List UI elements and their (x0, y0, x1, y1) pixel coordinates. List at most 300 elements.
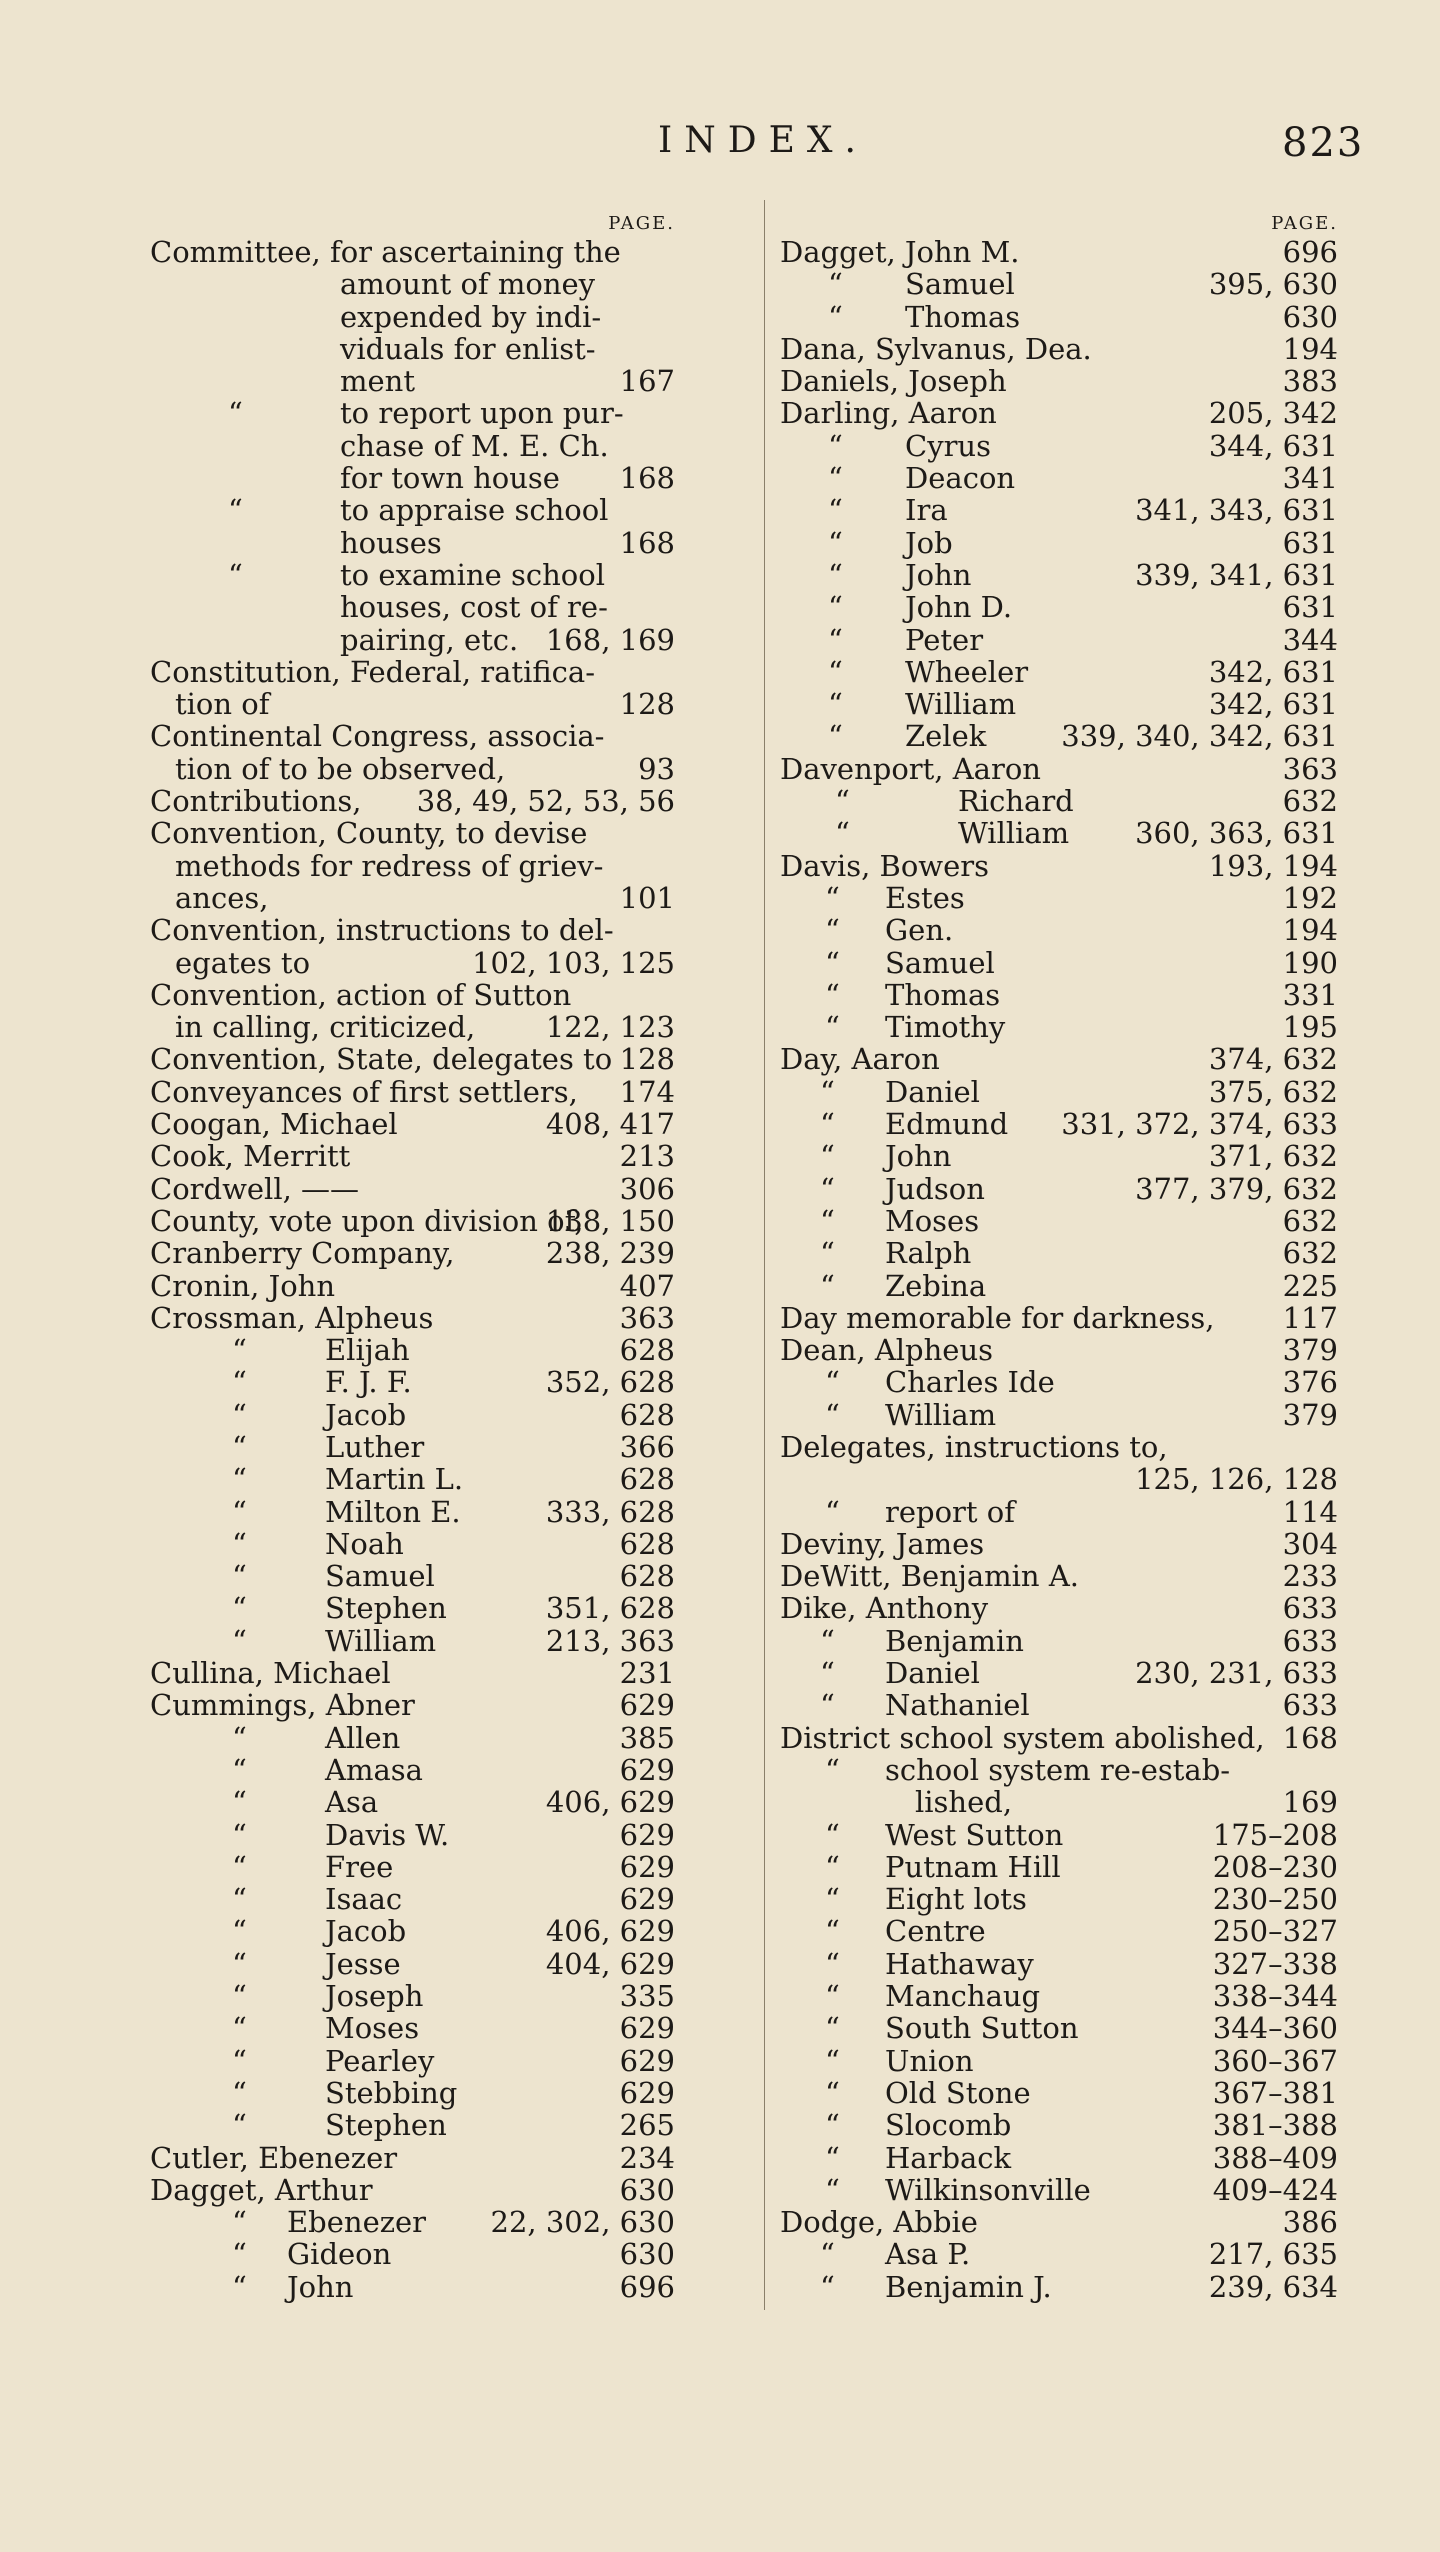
entry-text: Ira (905, 493, 948, 528)
entry-text: Stephen (325, 2108, 447, 2143)
entry-page-refs: 114 (1282, 1494, 1338, 1529)
ditto-mark: “ (820, 1656, 835, 1691)
entry-page-refs: 371, 632 (1208, 1139, 1338, 1174)
entry-page-refs: 168 (1282, 1720, 1338, 1755)
ditto-mark: “ (835, 784, 850, 819)
entry-text: Cranberry Company, (150, 1236, 455, 1271)
entry-text: Coogan, Michael (150, 1107, 398, 1142)
ditto-mark: “ (820, 1107, 835, 1142)
entry-text: Dagget, John M. (780, 235, 1020, 269)
index-entry (150, 494, 750, 526)
entry-page-refs: 374, 632 (1208, 1042, 1338, 1077)
ditto-mark: “ (232, 1494, 247, 1529)
entry-page-refs: 632 (1282, 1203, 1338, 1238)
entry-page-refs: 344 (1282, 622, 1338, 657)
entry-page-refs: 174 (619, 1074, 675, 1109)
entry-page-refs: 339, 341, 631 (1135, 557, 1338, 592)
entry-page-refs: 38, 49, 52, 53, 56 (416, 784, 675, 819)
entry-text: Milton E. (325, 1494, 461, 1529)
entry-text: Crossman, Alpheus (150, 1300, 434, 1335)
entry-text: Cordwell, —— (150, 1171, 360, 1206)
ditto-mark: “ (232, 1817, 247, 1852)
ditto-mark: “ (232, 2205, 247, 2240)
entry-text: Peter (905, 622, 984, 657)
entry-text: South Sutton (885, 2011, 1079, 2046)
ditto-mark: “ (232, 1882, 247, 1917)
index-entry (150, 1011, 750, 1043)
entry-page-refs: 629 (619, 1688, 675, 1723)
index-entry (780, 882, 1340, 914)
ditto-mark: “ (825, 913, 840, 948)
entry-page-refs: 406, 629 (545, 1914, 675, 1949)
index-entry (780, 1237, 1340, 1269)
index-entry (150, 1431, 750, 1463)
entry-text: Davenport, Aaron (780, 751, 1041, 786)
index-entry (150, 236, 750, 268)
ditto-mark: “ (232, 1752, 247, 1787)
entry-page-refs: 628 (619, 1559, 675, 1594)
entry-page-refs: 344, 631 (1208, 428, 1338, 463)
entry-text: Cronin, John (150, 1268, 336, 1303)
entry-text: Putnam Hill (885, 1849, 1061, 1884)
index-entry (780, 1043, 1340, 1075)
index-entry (150, 947, 750, 979)
column-divider (764, 200, 765, 2310)
index-entry (150, 2045, 750, 2077)
index-entry (780, 785, 1340, 817)
entry-text: tion of to be observed, (175, 751, 506, 786)
entry-text: Judson (885, 1171, 985, 1206)
entry-page-refs: 128 (619, 1042, 675, 1077)
entry-text: Ebenezer (287, 2205, 427, 2240)
index-entry (780, 1108, 1340, 1140)
ditto-mark: “ (828, 557, 843, 592)
entry-text: Benjamin J. (885, 2269, 1052, 2304)
entry-text: Moses (885, 1203, 980, 1238)
entry-text: Samuel (885, 945, 995, 980)
entry-page-refs: 128 (619, 687, 675, 722)
entry-page-refs: 194 (1282, 331, 1338, 366)
ditto-mark: “ (828, 267, 843, 302)
ditto-mark: “ (825, 2075, 840, 2110)
index-entry (780, 1948, 1340, 1980)
index-entry (780, 236, 1340, 268)
ditto-mark: “ (232, 1397, 247, 1432)
entry-text: Convention, County, to devise (150, 816, 588, 851)
entry-text: Free (325, 1849, 394, 1884)
entry-text: Jacob (325, 1397, 407, 1432)
index-entry (150, 1302, 750, 1334)
entry-page-refs: 234 (619, 2140, 675, 2175)
entry-text: houses, cost of re- (340, 590, 608, 625)
ditto-mark: “ (820, 1139, 835, 1174)
ditto-mark: “ (232, 2011, 247, 2046)
entry-text: Richard (958, 784, 1074, 819)
entry-text: Joseph (325, 1979, 424, 2014)
entry-page-refs: 629 (619, 1817, 675, 1852)
entry-page-refs: 696 (1282, 235, 1338, 269)
index-entry (780, 2271, 1340, 2303)
index-column-left (150, 212, 750, 2303)
index-entry (780, 1399, 1340, 1431)
entry-text: Timothy (885, 1010, 1006, 1045)
index-entry (150, 2142, 750, 2174)
entry-page-refs: 633 (1282, 1688, 1338, 1723)
entry-text: Thomas (905, 299, 1021, 334)
entry-page-refs: 125, 126, 128 (1135, 1462, 1338, 1497)
index-entry (150, 979, 750, 1011)
ditto-mark: “ (820, 2269, 835, 2304)
ditto-mark: “ (825, 977, 840, 1012)
ditto-mark: “ (232, 1623, 247, 1658)
index-entry (780, 1657, 1340, 1689)
index-entry (150, 2206, 750, 2238)
ditto-mark: “ (228, 493, 243, 528)
index-entry (780, 1076, 1340, 1108)
index-entry (780, 1431, 1340, 1463)
entry-page-refs: 117 (1282, 1300, 1338, 1335)
entry-text: Daniel (885, 1656, 980, 1691)
ditto-mark: “ (232, 1365, 247, 1400)
entry-text: William (885, 1397, 997, 1432)
index-entry (150, 2012, 750, 2044)
ditto-mark: “ (825, 1752, 840, 1787)
entry-text: Stebbing (325, 2075, 458, 2110)
entry-text: in calling, criticized, (175, 1010, 476, 1045)
entry-text: report of (885, 1494, 1015, 1529)
index-entry (150, 720, 750, 752)
entry-page-refs: 363 (619, 1300, 675, 1335)
index-entry (780, 591, 1340, 623)
entry-page-refs: 333, 628 (545, 1494, 675, 1529)
entry-text: methods for redress of griev- (175, 848, 604, 883)
index-entry (780, 1754, 1340, 1786)
column-header (780, 212, 1340, 236)
entry-page-refs: 331, 372, 374, 633 (1061, 1107, 1338, 1142)
entry-page-refs: 406, 629 (545, 1785, 675, 1820)
index-entry (780, 494, 1340, 526)
entry-text: Benjamin (885, 1623, 1024, 1658)
entry-page-refs: 404, 629 (545, 1946, 675, 1981)
entry-page-refs: 193, 194 (1208, 848, 1338, 883)
entry-page-refs: 341 (1282, 461, 1338, 496)
entry-text: Nathaniel (885, 1688, 1030, 1723)
entry-page-refs: 629 (619, 2075, 675, 2110)
entry-text: amount of money (340, 267, 596, 302)
entry-text: Hathaway (885, 1946, 1034, 1981)
index-entry (150, 753, 750, 785)
ditto-mark: “ (232, 2269, 247, 2304)
entry-text: District school system abolished, (780, 1720, 1265, 1755)
ditto-mark: “ (820, 2237, 835, 2272)
entry-text: Wheeler (905, 654, 1029, 689)
index-entry (780, 1915, 1340, 1947)
index-entry (150, 785, 750, 817)
index-entry (150, 397, 750, 429)
index-entry (150, 624, 750, 656)
entry-page-refs: 169 (1282, 1785, 1338, 1820)
entry-text: tion of (175, 687, 270, 722)
index-entry (780, 1851, 1340, 1883)
index-entry (780, 914, 1340, 946)
index-entry (780, 1334, 1340, 1366)
ditto-mark: “ (232, 2075, 247, 2110)
entry-text: Jesse (325, 1946, 401, 1981)
index-entry (150, 1915, 750, 1947)
ditto-mark: “ (820, 1236, 835, 1271)
index-entry (780, 1980, 1340, 2012)
ditto-mark: “ (232, 1946, 247, 1981)
entry-text: chase of M. E. Ch. (340, 428, 609, 463)
entry-page-refs: 363 (1282, 751, 1338, 786)
index-entry (780, 1592, 1340, 1624)
index-entry (780, 720, 1340, 752)
entry-text: Day memorable for darkness, (780, 1300, 1215, 1335)
entry-page-refs: 342, 631 (1208, 687, 1338, 722)
entry-text: Noah (325, 1526, 404, 1561)
entry-text: Union (885, 2043, 974, 2078)
entry-page-refs: 383 (1282, 364, 1338, 399)
ditto-mark: “ (828, 525, 843, 560)
entry-page-refs: 168 (619, 525, 675, 560)
entry-page-refs: 93 (638, 751, 675, 786)
ditto-mark: “ (825, 1914, 840, 1949)
entry-page-refs: 629 (619, 2011, 675, 2046)
index-entry (780, 2012, 1340, 2044)
ditto-mark: “ (825, 2043, 840, 2078)
ditto-mark: “ (232, 1914, 247, 1949)
entry-text: to examine school (340, 557, 605, 592)
entry-text: Moses (325, 2011, 420, 2046)
entry-text: County, vote upon division of, (150, 1203, 584, 1238)
entry-page-refs: 376 (1282, 1365, 1338, 1400)
index-entry (780, 2174, 1340, 2206)
entry-page-refs: 208–230 (1212, 1849, 1338, 1884)
entry-text: Dana, Sylvanus, Dea. (780, 331, 1092, 366)
index-entry (780, 268, 1340, 300)
index-entry (150, 1722, 750, 1754)
entry-page-refs: 366 (619, 1429, 675, 1464)
index-entry (780, 1173, 1340, 1205)
ditto-mark: “ (820, 1203, 835, 1238)
entry-text: Job (905, 525, 953, 560)
index-entry (150, 462, 750, 494)
ditto-mark: “ (828, 622, 843, 657)
ditto-mark: “ (825, 1979, 840, 2014)
index-entry (780, 333, 1340, 365)
index-entry (780, 1011, 1340, 1043)
index-entry (780, 1463, 1340, 1495)
index-entry (150, 1270, 750, 1302)
index-entry (780, 947, 1340, 979)
entry-text: Cummings, Abner (150, 1688, 415, 1723)
ditto-mark: “ (828, 428, 843, 463)
entry-text: Stephen (325, 1591, 447, 1626)
index-entry (150, 1528, 750, 1560)
entry-text: Slocomb (885, 2108, 1012, 2143)
index-entry (150, 1948, 750, 1980)
entry-text: John (287, 2269, 354, 2304)
entry-text: Wilkinsonville (885, 2172, 1091, 2207)
entry-text: Committee, for ascertaining the (150, 235, 621, 269)
index-entry (150, 1043, 750, 1075)
entry-text: Martin L. (325, 1462, 464, 1497)
ditto-mark: “ (232, 1559, 247, 1594)
entry-text: egates to (175, 945, 311, 980)
entry-text: Allen (325, 1720, 401, 1755)
entry-page-refs: 344–360 (1212, 2011, 1338, 2046)
ditto-mark: “ (825, 1849, 840, 1884)
entry-text: to report upon pur- (340, 396, 624, 431)
index-entry (150, 850, 750, 882)
ditto-mark: “ (828, 654, 843, 689)
entry-text: Dagget, Arthur (150, 2172, 373, 2207)
index-entry (150, 2271, 750, 2303)
index-entry (780, 462, 1340, 494)
entry-page-refs: 385 (619, 1720, 675, 1755)
entry-page-refs: 338–344 (1212, 1979, 1338, 2014)
index-entry (780, 1140, 1340, 1172)
index-entry (780, 1560, 1340, 1592)
ditto-mark: “ (820, 1268, 835, 1303)
index-entry (150, 1786, 750, 1818)
index-entry (150, 1140, 750, 1172)
index-entry (780, 2238, 1340, 2270)
ditto-mark: “ (825, 945, 840, 980)
index-entry (150, 430, 750, 462)
entry-text: Zebina (885, 1268, 987, 1303)
entry-text: Amasa (325, 1752, 423, 1787)
index-entry (780, 1819, 1340, 1851)
column-header (150, 212, 750, 236)
entry-text: Gen. (885, 913, 954, 948)
entry-page-refs: 239, 634 (1208, 2269, 1338, 2304)
ditto-mark: “ (828, 687, 843, 722)
entry-page-refs: 379 (1282, 1333, 1338, 1368)
entry-text: houses (340, 525, 442, 560)
index-entry (780, 1883, 1340, 1915)
entry-page-refs: 231 (619, 1656, 675, 1691)
ditto-mark: “ (825, 880, 840, 915)
index-entry (150, 817, 750, 849)
index-entry (780, 397, 1340, 429)
entry-page-refs: 633 (1282, 1591, 1338, 1626)
entry-text: Samuel (325, 1559, 435, 1594)
entry-text: William (905, 687, 1017, 722)
entry-page-refs: 628 (619, 1526, 675, 1561)
index-entry (780, 1496, 1340, 1528)
entry-page-refs: 250–327 (1212, 1914, 1338, 1949)
ditto-mark: “ (825, 2108, 840, 2143)
entry-text: Deacon (905, 461, 1016, 496)
ditto-mark: “ (232, 1333, 247, 1368)
entry-page-refs: 175–208 (1212, 1817, 1338, 1852)
ditto-mark: “ (232, 2237, 247, 2272)
entry-text: Deviny, James (780, 1526, 985, 1561)
entry-text: Asa (325, 1785, 379, 1820)
entry-page-refs: 628 (619, 1333, 675, 1368)
entry-page-refs: 629 (619, 2043, 675, 2078)
entry-text: Gideon (287, 2237, 392, 2272)
entry-text: Davis, Bowers (780, 848, 990, 883)
index-entry (780, 430, 1340, 462)
ditto-mark: “ (820, 1171, 835, 1206)
entry-page-refs: 306 (619, 1171, 675, 1206)
entry-text: Samuel (905, 267, 1015, 302)
entry-page-refs: 395, 630 (1208, 267, 1338, 302)
entry-text: Harback (885, 2140, 1012, 2175)
entry-text: to appraise school (340, 493, 609, 528)
index-entry (150, 1366, 750, 1398)
ditto-mark: “ (825, 2140, 840, 2175)
entry-text: for town house (340, 461, 560, 496)
entry-page-refs: 629 (619, 1882, 675, 1917)
index-entry (150, 2174, 750, 2206)
entry-page-refs: 341, 343, 631 (1135, 493, 1338, 528)
ditto-mark: “ (825, 1494, 840, 1529)
index-entry (150, 1625, 750, 1657)
entry-page-refs: 388–409 (1212, 2140, 1338, 2175)
entry-page-refs: 360–367 (1212, 2043, 1338, 2078)
index-entry (780, 1205, 1340, 1237)
index-entry (150, 527, 750, 559)
entry-text: Cullina, Michael (150, 1656, 391, 1691)
entry-text: Darling, Aaron (780, 396, 997, 431)
entry-text: viduals for enlist- (340, 331, 596, 366)
entry-page-refs: 101 (619, 880, 675, 915)
entry-text: Elijah (325, 1333, 410, 1368)
ditto-mark: “ (228, 557, 243, 592)
entry-text: school system re-estab- (885, 1752, 1231, 1787)
ditto-mark: “ (232, 1462, 247, 1497)
ditto-mark: “ (232, 2108, 247, 2143)
entry-page-refs: 375, 632 (1208, 1074, 1338, 1109)
entry-text: John (885, 1139, 952, 1174)
entry-text: Jacob (325, 1914, 407, 1949)
ditto-mark: “ (828, 493, 843, 528)
index-entry (780, 688, 1340, 720)
ditto-mark: “ (828, 299, 843, 334)
index-entry (780, 559, 1340, 591)
entry-page-refs: 167 (619, 364, 675, 399)
index-entry (150, 1883, 750, 1915)
entry-text: F. J. F. (325, 1365, 412, 1400)
index-entry (780, 979, 1340, 1011)
index-entry (780, 2077, 1340, 2109)
entry-page-refs: 631 (1282, 525, 1338, 560)
entry-text: Constitution, Federal, ratifica- (150, 654, 596, 689)
ditto-mark: “ (232, 1526, 247, 1561)
entry-page-refs: 630 (619, 2172, 675, 2207)
entry-text: Zelek (905, 719, 987, 754)
index-entry (150, 882, 750, 914)
index-entry (150, 1463, 750, 1495)
index-entry (150, 2109, 750, 2141)
ditto-mark: “ (828, 590, 843, 625)
index-entry (780, 2142, 1340, 2174)
index-entry (150, 1496, 750, 1528)
entry-page-refs: 138, 150 (545, 1203, 675, 1238)
entry-page-refs: 230–250 (1212, 1882, 1338, 1917)
entry-text: Dike, Anthony (780, 1591, 989, 1626)
index-entry (150, 1334, 750, 1366)
page-column-label: PAGE. (608, 213, 675, 234)
entry-text: lished, (915, 1785, 1013, 1820)
entry-page-refs: 360, 363, 631 (1135, 816, 1338, 851)
entry-text: DeWitt, Benjamin A. (780, 1559, 1079, 1594)
entry-text: pairing, etc. (340, 622, 519, 657)
index-entry (150, 1108, 750, 1140)
